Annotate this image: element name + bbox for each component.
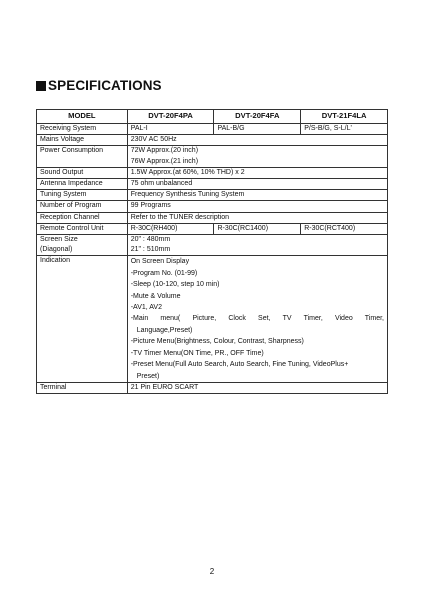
table-cell: [127, 256, 387, 382]
cell-line: -Program No. (01-99): [130, 269, 198, 277]
header-dvt-20f4pa: DVT-20F4PA: [127, 110, 214, 124]
table-row: [37, 212, 388, 223]
row-label: Remote Control Unit: [37, 223, 128, 234]
cell-line: 20" : 480mm: [130, 236, 171, 244]
table-row: [37, 235, 388, 256]
cell-line: (Diagonal): [40, 246, 73, 254]
section-heading: [36, 78, 162, 93]
table-row: [37, 382, 388, 393]
table-cell: R-30C(RH400): [127, 223, 214, 234]
cell-line: On Screen Display: [130, 258, 190, 266]
table-row: [37, 135, 388, 146]
section-title: SPECIFICATIONS: [48, 78, 162, 93]
row-label: Reception Channel: [37, 212, 128, 223]
page-number: 2: [209, 567, 215, 576]
row-label: Mains Voltage: [37, 135, 128, 146]
row-label: Receiving System: [37, 124, 128, 135]
row-label: [37, 235, 128, 256]
cell-line: Preset): [136, 372, 160, 380]
table-row: [37, 256, 388, 382]
table-row: [37, 146, 388, 167]
table-cell: [127, 146, 387, 167]
cell-line: -Picture Menu(Brightness, Colour, Contrast, Sharpness): [130, 338, 304, 346]
header-dvt-20f4fa: DVT-20F4FA: [214, 110, 301, 124]
table-cell: PAL-B/G: [214, 124, 301, 135]
table-row: [37, 167, 388, 178]
table-cell: 99 Programs: [127, 201, 387, 212]
table-cell: R-30C(RCT400): [301, 223, 388, 234]
table-cell: R-30C(RC1400): [214, 223, 301, 234]
row-label: Antenna Impedance: [37, 179, 128, 190]
row-label: Terminal: [37, 382, 128, 393]
specifications-table: [36, 109, 388, 394]
row-label: Indication: [37, 256, 128, 382]
table-row: [37, 190, 388, 201]
row-label: Tuning System: [37, 190, 128, 201]
cell-line: Screen Size: [40, 236, 78, 244]
table-cell: [127, 235, 387, 256]
table-cell: Refer to the TUNER description: [127, 212, 387, 223]
cell-line: 72W Approx.(20 inch): [130, 147, 199, 155]
table-header-row: [37, 110, 388, 124]
cell-line: Language,Preset): [136, 326, 193, 334]
cell-line: -Main menu( Picture, Clock Set, TV Timer, Video Timer,: [130, 315, 384, 323]
table-row: [37, 179, 388, 190]
table-cell: PAL-I: [127, 124, 214, 135]
cell-line: -Sleep (10-120, step 10 min): [130, 281, 220, 289]
table-cell: P/S-B/G, S-L/L': [301, 124, 388, 135]
cell-line: -TV Timer Menu(ON Time, PR., OFF Time): [130, 349, 264, 357]
cell-line: -Preset Menu(Full Auto Search, Auto Search, Fine Tuning, VideoPlus+: [130, 361, 349, 369]
bullet-square-icon: [36, 81, 46, 91]
cell-line: 21" : 510mm: [130, 246, 171, 254]
cell-line: 76W Approx.(21 inch): [130, 157, 199, 165]
table-row: [37, 124, 388, 135]
row-label: Sound Output: [37, 167, 128, 178]
table-cell: 230V AC 50Hz: [127, 135, 387, 146]
cell-line: -AV1, AV2: [130, 304, 162, 312]
row-label: Number of Program: [37, 201, 128, 212]
table-cell: 1.5W Approx.(at 60%, 10% THD) x 2: [127, 167, 387, 178]
cell-line: -Mute & Volume: [130, 292, 181, 300]
row-label: Power Consumption: [37, 146, 128, 167]
header-dvt-21f4la: DVT-21F4LA: [301, 110, 388, 124]
table-cell: Frequency Synthesis Tuning System: [127, 190, 387, 201]
header-model: MODEL: [37, 110, 128, 124]
table-cell: 21 Pin EURO SCART: [127, 382, 387, 393]
table-row: [37, 223, 388, 234]
table-row: [37, 201, 388, 212]
table-cell: 75 ohm unbalanced: [127, 179, 387, 190]
